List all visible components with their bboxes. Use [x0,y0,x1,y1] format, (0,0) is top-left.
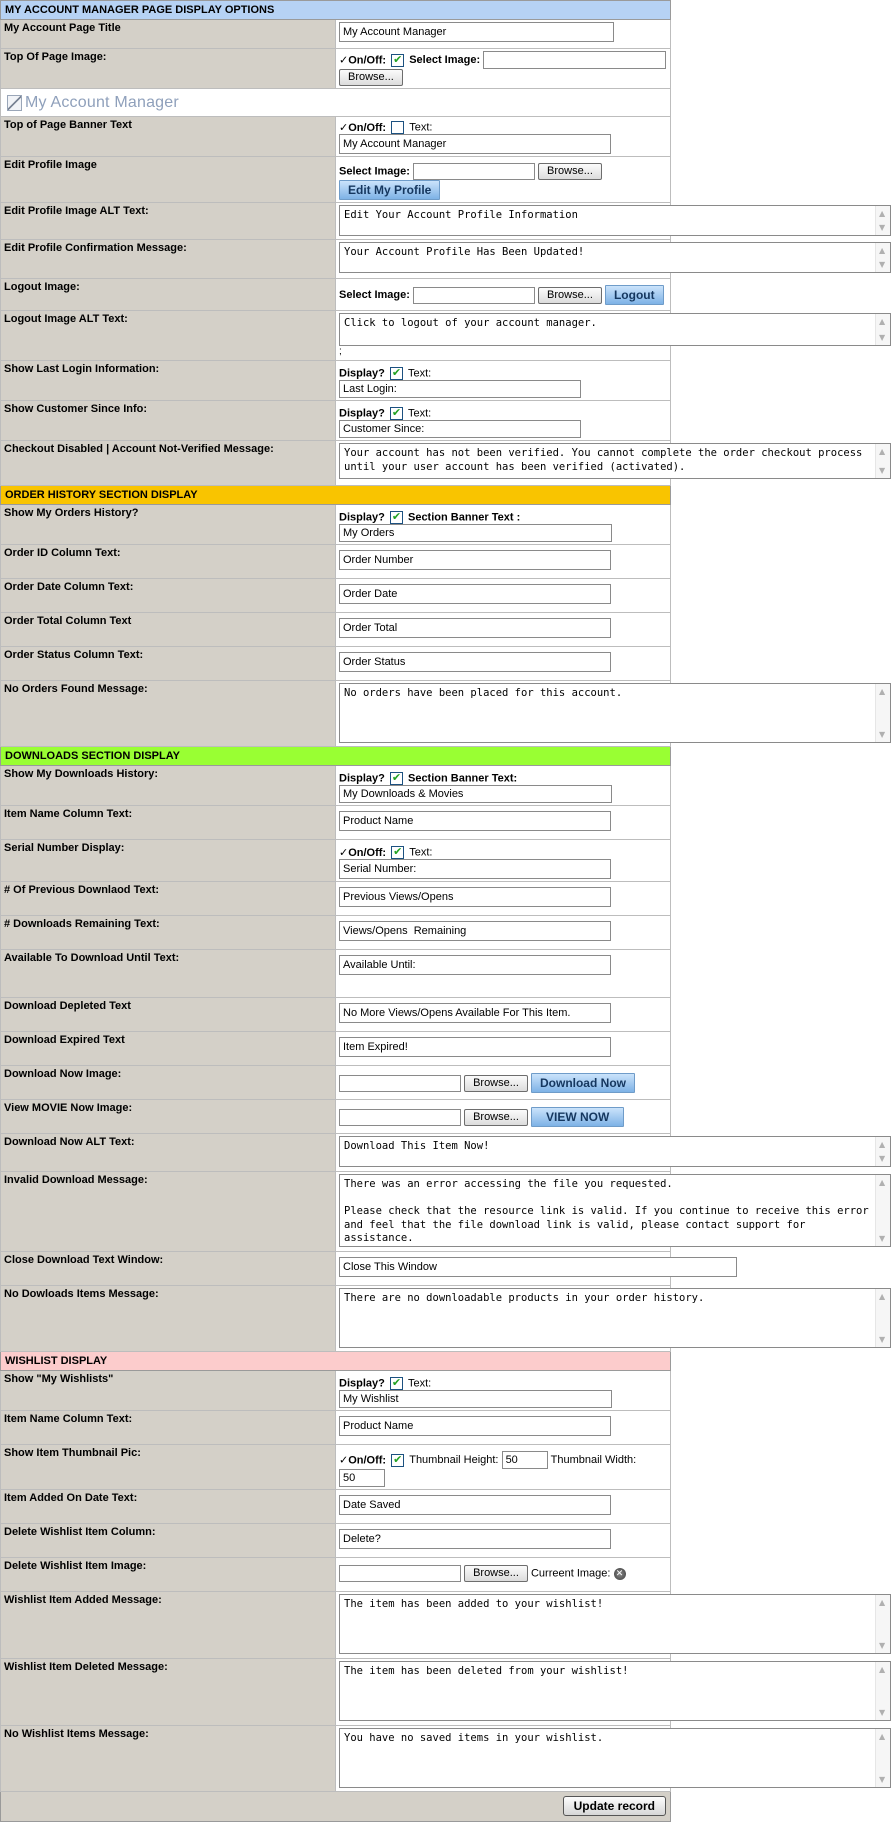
section-header-downloads: DOWNLOADS SECTION DISPLAY [1,747,671,766]
edit-profile-file[interactable] [413,163,535,180]
row-order-total [1,613,671,647]
label: Show "My Wishlists" [1,1371,336,1411]
delete-x-icon: ✕ [614,1568,626,1580]
row-top-image [1,49,671,89]
row-checkout-disabled [1,441,671,486]
select-image-label: Select Image: [339,165,410,178]
textarea-value: You have no saved items in your wishlist. [344,1732,604,1744]
prev-views-input[interactable] [339,887,611,907]
item-name-input[interactable] [339,811,611,831]
on-off-label: ✓On/Off: [339,847,387,859]
label: Serial Number Display: [1,840,336,882]
edit-profile-alt-textarea[interactable] [339,205,891,236]
logo-icon [7,95,22,111]
row-show-orders [1,505,671,545]
label: No Orders Found Message: [1,681,336,747]
label: Close Download Text Window: [1,1252,336,1286]
order-status-input[interactable] [339,652,611,672]
logo-text: My Account Manager [25,93,179,111]
textarea-scrollbar[interactable] [875,1289,890,1347]
text-label: Text: [409,846,433,859]
label: Show My Downloads History: [1,766,336,806]
logout-file[interactable] [413,287,535,304]
show-downloads-checkbox[interactable] [390,772,403,785]
row-customer-since [1,401,671,441]
stray-text: ; [339,346,342,357]
deleted-msg-textarea[interactable] [339,1661,891,1721]
label: Download Expired Text [1,1032,336,1066]
delete-image-file[interactable] [339,1565,461,1582]
display-label: Display? [339,1377,385,1390]
row-no-downloads [1,1286,671,1352]
row-logout-image [1,279,671,311]
customer-since-input[interactable] [339,420,581,438]
on-off-label: ✓On/Off: [339,122,387,134]
textarea-value: The item has been added to your wishlist! [344,1598,604,1610]
label: Order Date Column Text: [1,579,336,613]
thumbnail-checkbox[interactable] [391,1454,404,1467]
textarea-scrollbar[interactable] [875,1662,890,1720]
orders-banner-input[interactable] [339,524,612,542]
textarea-scrollbar[interactable] [875,206,890,235]
textarea-value: Click to logout of your account manager. [344,317,597,329]
row-page-title [1,20,671,49]
label: Logout Image ALT Text: [1,311,336,361]
row-order-id [1,545,671,579]
logout-preview: Logout [605,285,664,305]
no-orders-textarea[interactable] [339,683,891,743]
textarea-value: There was an error accessing the file you requested. Please check that the resource link is valid. If you continue to receive this error and feel that the file download link is valid, please contact support for assistance. [344,1178,869,1244]
form-footer [0,1792,671,1822]
label: Order ID Column Text: [1,545,336,579]
textarea-value: Download This Item Now! [344,1140,490,1152]
on-off-label: ✓On/Off: [339,54,387,67]
textarea-scrollbar[interactable] [875,1729,890,1787]
text-label: Text: [407,367,432,380]
order-total-input[interactable] [339,618,611,638]
checkout-disabled-textarea[interactable] [339,443,891,479]
row-close-download [1,1252,671,1286]
text-label: Text: [409,121,433,134]
label: Edit Profile Image ALT Text: [1,203,336,240]
logout-alt-textarea[interactable] [339,313,891,346]
edit-profile-confirm-textarea[interactable] [339,242,891,273]
serial-checkbox[interactable] [391,846,404,859]
browse-button[interactable]: Browse... [464,1075,528,1092]
display-label: Display? [339,772,385,785]
label: Delete Wishlist Item Column: [1,1524,336,1558]
label: Download Depleted Text [1,998,336,1032]
browse-button[interactable]: Browse... [464,1109,528,1126]
row-depleted [1,998,671,1032]
label: Delete Wishlist Item Image: [1,1558,336,1592]
wishlist-item-name-input[interactable] [339,1416,611,1436]
label: View MOVIE Now Image: [1,1100,336,1134]
row-delete-col [1,1524,671,1558]
browse-button[interactable]: Browse... [464,1565,528,1582]
no-downloads-textarea[interactable] [339,1288,891,1348]
label: Available To Download Until Text: [1,950,336,998]
label: Show My Orders History? [1,505,336,545]
label: Show Customer Since Info: [1,401,336,441]
thumb-height-label: Thumbnail Height: [409,1454,499,1466]
row-delete-image [1,1558,671,1592]
label: No Dowloads Items Message: [1,1286,336,1352]
row-edit-profile-alt [1,203,671,240]
label: Checkout Disabled | Account Not-Verified Message: [1,441,336,486]
text-label: Text: [407,407,432,420]
row-edit-profile-image [1,157,671,203]
row-no-orders [1,681,671,747]
browse-button[interactable]: Browse... [339,69,403,86]
thumb-width-input[interactable] [339,1469,385,1487]
row-logo [1,89,671,117]
on-off-label: ✓On/Off: [339,1454,387,1467]
section-header-wishlist: WISHLIST DISPLAY [1,1352,671,1371]
row-thumbnail [1,1445,671,1490]
textarea-value: Your Account Profile Has Been Updated! [344,246,585,258]
label: Logout Image: [1,279,336,311]
select-image-label: Select Image: [409,54,481,66]
row-last-login [1,361,671,401]
banner-text-label: Section Banner Text : [407,511,521,524]
label: Order Status Column Text: [1,647,336,681]
textarea-scrollbar[interactable] [875,684,890,742]
row-banner-text [1,117,671,157]
row-show-downloads [1,766,671,806]
order-date-input[interactable] [339,584,611,604]
display-label: Display? [339,407,385,420]
label: # Of Previous Downlaod Text: [1,882,336,916]
textarea-value: The item has been deleted from your wishlist! [344,1665,629,1677]
downloads-banner-input[interactable] [339,785,612,803]
label: # Downloads Remaining Text: [1,916,336,950]
label: Item Name Column Text: [1,806,336,840]
row-until [1,950,671,998]
invalid-download-textarea[interactable] [339,1174,891,1247]
label: Wishlist Item Deleted Message: [1,1659,336,1726]
until-input[interactable] [339,955,611,975]
banner-text-checkbox[interactable] [391,121,404,134]
display-label: Display? [339,367,385,380]
last-login-input[interactable] [339,380,581,398]
row-logout-alt [1,311,671,361]
row-edit-profile-confirm [1,240,671,279]
show-wishlist-checkbox[interactable] [390,1377,403,1390]
row-expired [1,1032,671,1066]
display-label: Display? [339,511,385,524]
textarea-value: No orders have been placed for this account. [344,687,623,699]
select-image-label: Select Image: [339,289,410,301]
label: Download Now ALT Text: [1,1134,336,1172]
label: Edit Profile Confirmation Message: [1,240,336,279]
movie-file[interactable] [339,1109,461,1126]
edit-profile-preview: Edit My Profile [339,180,440,200]
textarea-scrollbar[interactable] [875,243,890,272]
thumb-width-label: Thumbnail Width: [550,1454,637,1466]
row-remaining [1,916,671,950]
label: Item Name Column Text: [1,1411,336,1445]
row-invalid-download [1,1172,671,1252]
show-orders-checkbox[interactable] [390,511,403,524]
textarea-value: There are no downloadable products in your order history. [344,1292,705,1304]
textarea-scrollbar[interactable] [875,1175,890,1246]
section-header-orders: ORDER HISTORY SECTION DISPLAY [1,486,671,505]
account-manager-logo [4,91,667,114]
textarea-scrollbar[interactable] [875,444,890,478]
row-deleted-msg [1,1659,671,1726]
depleted-input[interactable] [339,1003,611,1023]
last-login-checkbox[interactable] [390,367,403,380]
label: Show Last Login Information: [1,361,336,401]
row-show-wishlist [1,1371,671,1411]
label: Download Now Image: [1,1066,336,1100]
textarea-value: Edit Your Account Profile Information [344,209,578,221]
remaining-input[interactable] [339,921,611,941]
label: Wishlist Item Added Message: [1,1592,336,1659]
label: Item Added On Date Text: [1,1490,336,1524]
textarea-value: Your account has not been verified. You cannot complete the order checkout process until your user account has been verified (activated). [344,447,869,473]
row-added-date [1,1490,671,1524]
section-header-account: MY ACCOUNT MANAGER PAGE DISPLAY OPTIONS [1,1,671,20]
top-image-file[interactable] [483,51,666,69]
label: No Wishlist Items Message: [1,1726,336,1792]
expired-input[interactable] [339,1037,611,1057]
label: My Account Page Title [1,20,336,49]
label: Edit Profile Image [1,157,336,203]
delete-col-input[interactable] [339,1529,611,1549]
row-download-alt [1,1134,671,1172]
thumb-height-input[interactable] [502,1451,548,1469]
label: Top of Page Banner Text [1,117,336,157]
page-title-input[interactable] [339,22,614,42]
update-record-button[interactable]: Update record [563,1796,666,1816]
label: Invalid Download Message: [1,1172,336,1252]
order-id-input[interactable] [339,550,611,570]
no-wishlist-textarea[interactable] [339,1728,891,1788]
row-wishlist-item-name [1,1411,671,1445]
banner-text-label: Section Banner Text: [407,772,518,785]
banner-text-input[interactable] [339,134,611,154]
close-download-input[interactable] [339,1257,737,1277]
row-download-now-image [1,1066,671,1100]
row-item-name [1,806,671,840]
added-msg-textarea[interactable] [339,1594,891,1654]
customer-since-checkbox[interactable] [390,407,403,420]
browse-button[interactable]: Browse... [538,163,602,180]
label: Top Of Page Image: [1,49,336,89]
serial-input[interactable] [339,859,611,879]
download-now-preview: Download Now [531,1073,635,1093]
row-serial [1,840,671,882]
label: Show Item Thumbnail Pic: [1,1445,336,1490]
top-image-checkbox[interactable] [391,54,404,67]
download-now-file[interactable] [339,1075,461,1092]
text-label: Text: [407,1377,432,1390]
row-order-status [1,647,671,681]
added-date-input[interactable] [339,1495,611,1515]
current-image-label: Curreent Image: [530,1567,611,1580]
textarea-scrollbar[interactable] [875,1137,890,1166]
row-movie-image [1,1100,671,1134]
row-added-msg [1,1592,671,1659]
row-no-wishlist [1,1726,671,1792]
label: Order Total Column Text [1,613,336,647]
row-prev-views [1,882,671,916]
download-alt-textarea[interactable] [339,1136,891,1167]
view-now-preview: VIEW NOW [531,1107,624,1127]
textarea-scrollbar[interactable] [875,1595,890,1653]
textarea-scrollbar[interactable] [875,314,890,345]
wishlist-banner-input[interactable] [339,1390,612,1408]
browse-button[interactable]: Browse... [538,287,602,304]
row-order-date [1,579,671,613]
